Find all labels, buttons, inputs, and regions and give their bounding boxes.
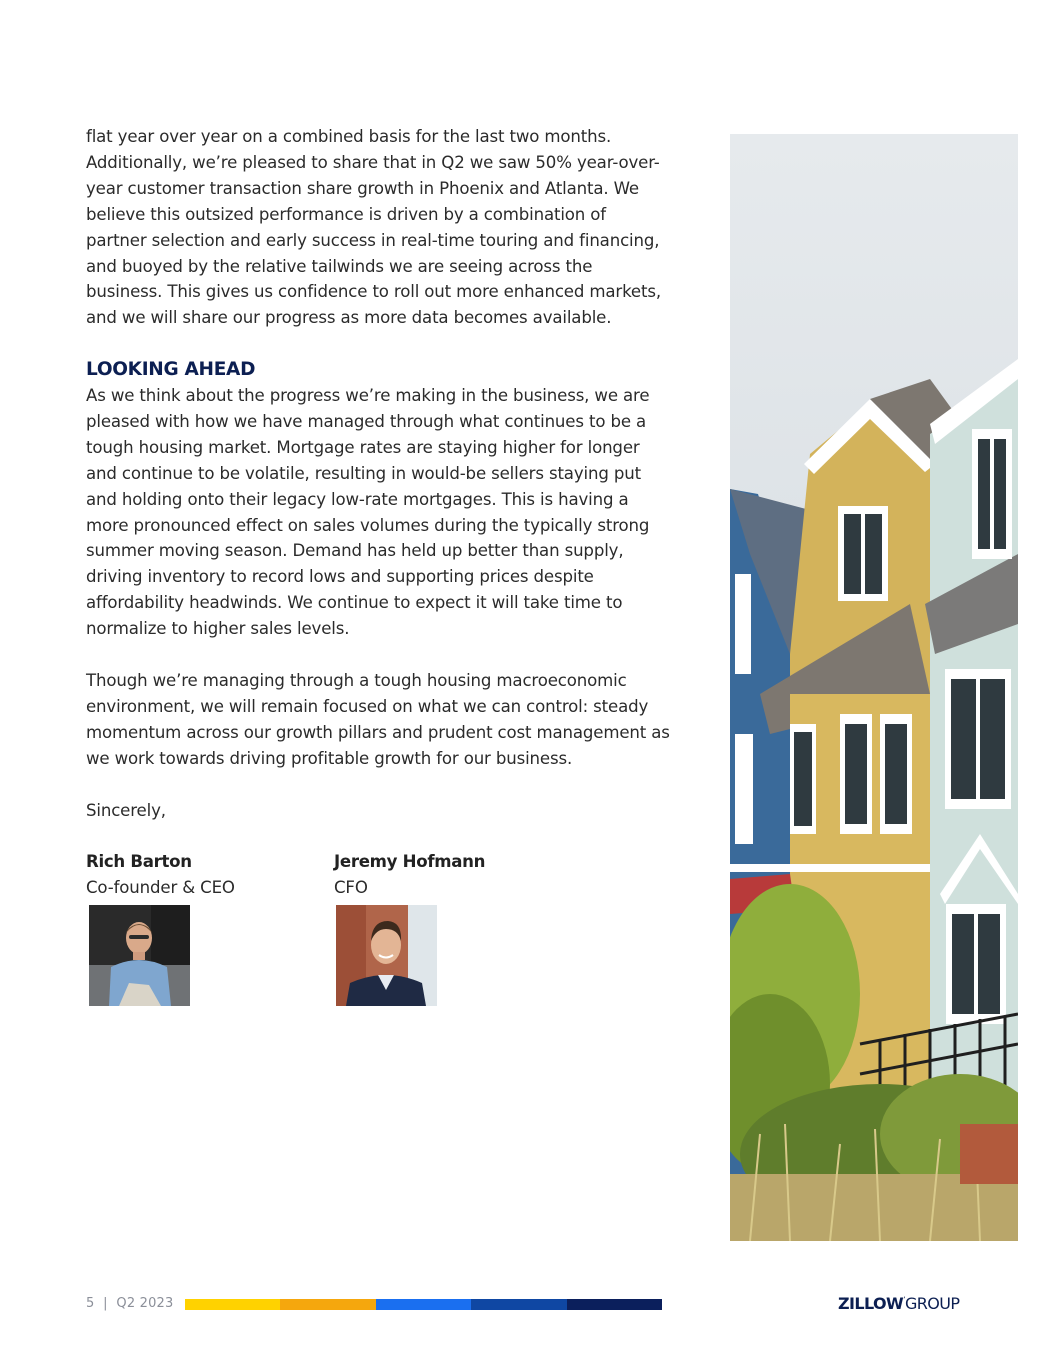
zillow-group-logo — [838, 1294, 959, 1313]
closing: Sincerely, — [86, 800, 166, 820]
paragraph-3: Though we’re managing through a tough housing macroeconomic environment, we will remain focused on what we can control: steady momentum across our growth pillars and prudent cost management as we work towards driving profitable growth for our business. — [86, 671, 670, 768]
signatures — [86, 849, 671, 1009]
ceo-portrait — [89, 905, 190, 1006]
logo-light-text: GROUP — [904, 1294, 960, 1313]
letter-body — [86, 124, 671, 1009]
color-bar-segment — [376, 1299, 471, 1310]
signer-cfo — [334, 849, 485, 1006]
paragraph-2: As we think about the progress we’re making in the business, we are pleased with how we have managed through what continues to be a tough housing market. Mortgage rates are staying higher for longer and continue to be volatile, resulting in would-be sellers staying put and holding onto their legacy low-rate mortgages. This is having a more pronounced effect on sales volumes during the typically strong summer moving season. Demand has held up better than supply, driving inventory to record lows and supporting prices despite affordability headwinds. We continue to expect it will take time to normalize to higher sales levels. — [86, 386, 650, 639]
color-bar-segment — [185, 1299, 280, 1310]
cfo-portrait — [336, 905, 437, 1006]
signer-name: Rich Barton — [86, 852, 192, 872]
color-bar — [185, 1299, 662, 1310]
signer-title: CFO — [334, 878, 368, 898]
color-bar-segment — [280, 1299, 375, 1310]
signer-name: Jeremy Hofmann — [334, 852, 486, 872]
signer-title: Co-founder & CEO — [86, 878, 235, 898]
color-bar-segment — [567, 1299, 662, 1310]
section-heading: LOOKING AHEAD — [86, 359, 256, 381]
page-label: 5 | Q2 2023 — [86, 1296, 174, 1311]
color-bar-segment — [471, 1299, 566, 1310]
signer-ceo — [86, 849, 235, 1006]
logo-bold-text: ZILLOW — [838, 1294, 904, 1313]
paragraph-1: flat year over year on a combined basis for the last two months. Additionally, we’re pleased to share that in Q2 we saw 50% year-over-year customer transaction share growth in Phoenix and Atlanta. We believe this outsized performance is driven by a combination of partner selection and early success in real-time touring and financing, and buoyed by the relative tailwinds we are seeing across the business. This gives us confidence to roll out more enhanced markets, and we will share our progress as more data becomes available. — [86, 127, 661, 328]
houses-photo — [730, 134, 1018, 1241]
logo-tick-icon: ʼ — [903, 1295, 905, 1305]
